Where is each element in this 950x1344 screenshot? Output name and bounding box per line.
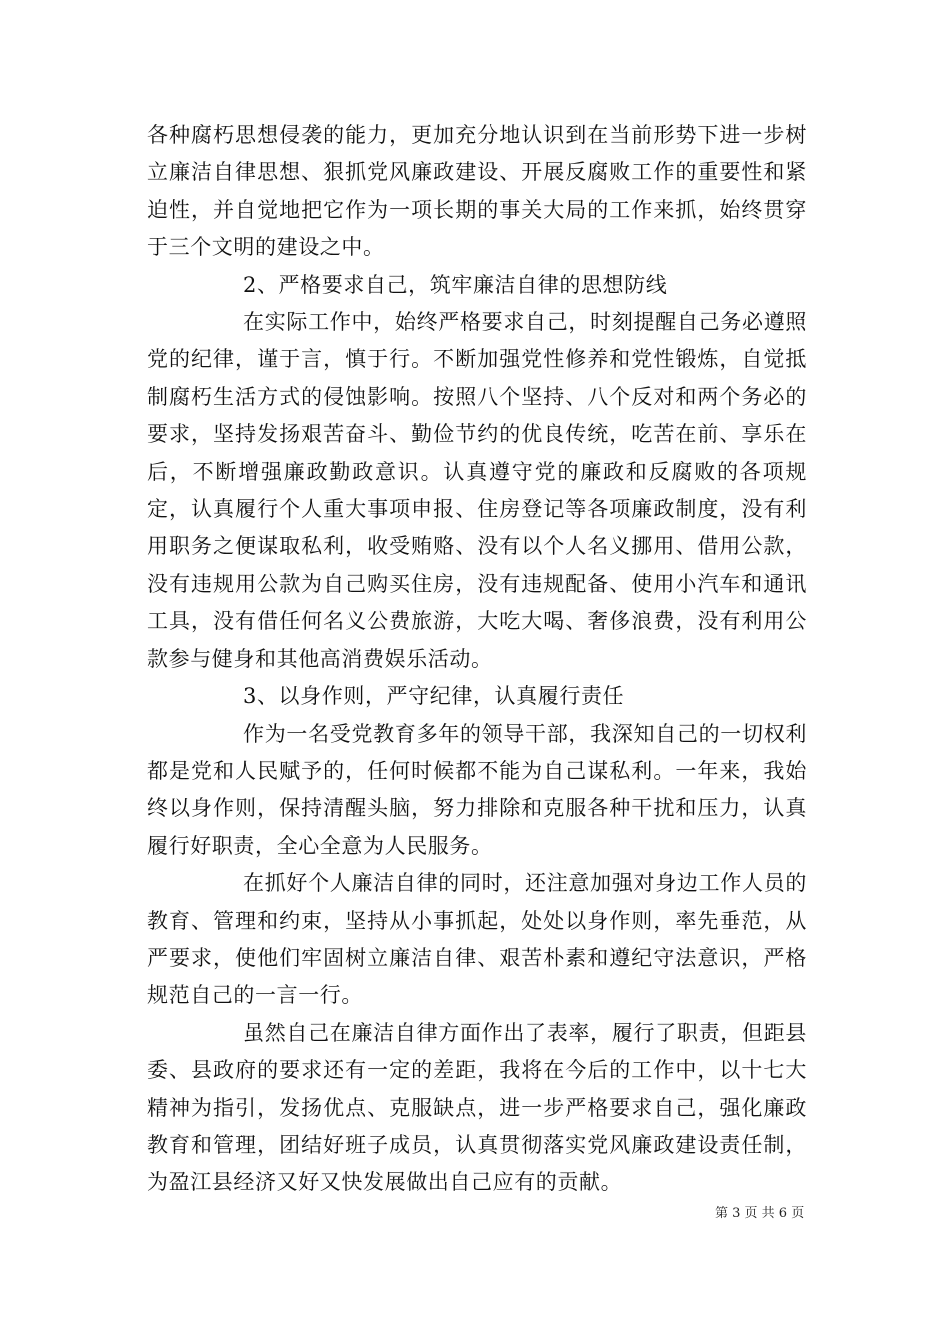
paragraph-continuation: 各种腐朽思想侵袭的能力，更加充分地认识到在当前形势下进一步树立廉洁自律思想、狠抓党风廉政建设、开展反腐败工作的重要性和紧迫性，并自觉地把它作为一项长期的事关大局的工作来抓，始终贯穿于三个文明的建设之中。: [147, 123, 807, 260]
document-body: [147, 117, 807, 1202]
paragraph-practical-work: 在实际工作中，始终严格要求自己，时刻提醒自己务必遵照党的纪律，谨于言，慎于行。不断加强党性修养和党性锻炼，自觉抵制腐朽生活方式的侵蚀影响。按照八个坚持、八个反对和两个务必的要求，坚持发扬艰苦奋斗、勤俭节约的优良传统，吃苦在前、享乐在后，不断增强廉政勤政意识。认真遵守党的廉政和反腐败的各项规定，认真履行个人重大事项申报、住房登记等各项廉政制度，没有利用职务之便谋取私利，收受贿赂、没有以个人名义挪用、借用公款，没有违规用公款为自己购买住房，没有违规配备、使用小汽车和通讯工具，没有借任何名义公费旅游，大吃大喝、奢侈浪费，没有利用公款参与健身和其他高消费娱乐活动。: [147, 310, 807, 671]
paragraph-staff-management: 在抓好个人廉洁自律的同时，还注意加强对身边工作人员的教育、管理和约束，坚持从小事抓起，处处以身作则，率先垂范，从严要求，使他们牢固树立廉洁自律、艰苦朴素和遵纪守法意识，严格规范自己的一言一行。: [147, 871, 807, 1008]
section-heading-2: 2、严格要求自己，筑牢廉洁自律的思想防线: [243, 272, 668, 297]
paragraph-leader-cadre: 作为一名受党教育多年的领导干部，我深知自己的一切权利都是党和人民赋予的，任何时候都不能为自己谋私利。一年来，我始终以身作则，保持清醒头脑，努力排除和克服各种干扰和压力，认真履行好职责，全心全意为人民服务。: [147, 721, 807, 858]
section-heading-3: 3、以身作则，严守纪律，认真履行责任: [243, 684, 625, 709]
page-number-footer: 第 3 页 共 6 页: [715, 1206, 805, 1221]
paragraph-conclusion: 虽然自己在廉洁自律方面作出了表率，履行了职责，但距县委、县政府的要求还有一定的差距，我将在今后的工作中，以十七大精神为指引，发扬优点、克服缺点，进一步严格要求自己，强化廉政教育和管理，团结好班子成员，认真贯彻落实党风廉政建设责任制，为盈江县经济又好又快发展做出自己应有的贡献。: [147, 1020, 807, 1195]
